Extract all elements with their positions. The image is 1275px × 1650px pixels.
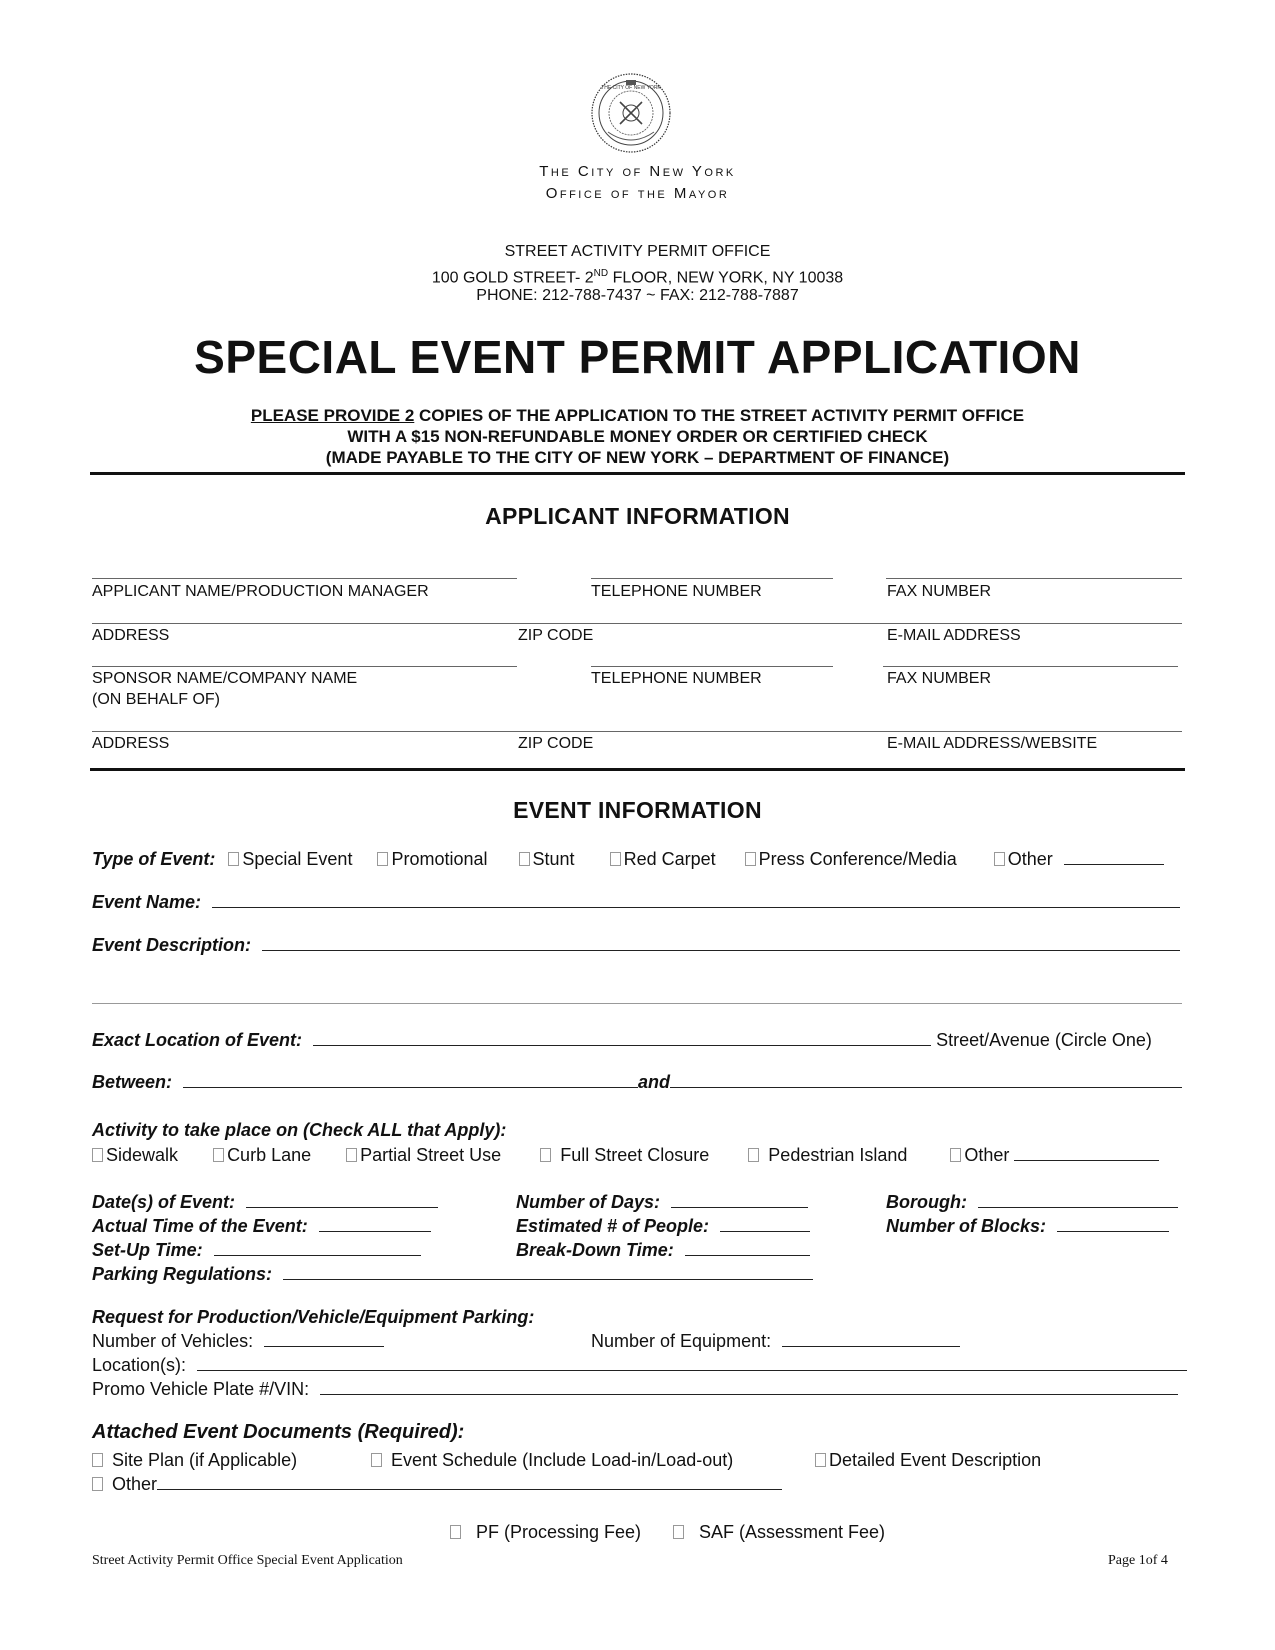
activity-partial-street[interactable] [346,1145,501,1165]
fee-assessment[interactable] [673,1522,885,1543]
borough-field[interactable] [978,1206,1178,1208]
vehicles-row [92,1331,384,1352]
event-heading: EVENT INFORMATION [513,797,762,823]
event-location-row [92,1030,1152,1051]
office-phone: PHONE: 212-788-7437 ~ FAX: 212-788-7887 [476,287,799,304]
checkbox-icon[interactable] [994,852,1005,866]
document-other-label: Other [112,1474,158,1494]
activity-sidewalk[interactable] [92,1145,178,1165]
document-description[interactable] [815,1450,1041,1471]
event-type-stunt[interactable] [519,849,575,869]
locations-row [92,1355,1187,1376]
time-label: Actual Time of the Event: [92,1216,308,1236]
document-other-field[interactable] [157,1488,782,1490]
activity-label: Activity to take place on (Check ALL that Apply): [92,1120,507,1140]
event-type-stunt-label: Stunt [532,849,575,869]
equipment-row [591,1331,960,1352]
sponsor-fax-label: FAX NUMBER [887,670,992,687]
plate-field[interactable] [320,1393,1178,1395]
time-field[interactable] [319,1230,431,1232]
checkbox-icon[interactable] [371,1453,382,1467]
sponsor-phone-label: TELEPHONE NUMBER [591,670,762,687]
applicant-email-label: E-MAIL ADDRESS [887,627,1021,644]
checkbox-icon[interactable] [92,1477,103,1491]
sponsor-name-field[interactable] [92,666,517,667]
event-name-field[interactable] [212,906,1180,908]
days-field[interactable] [671,1206,808,1208]
seal-lettering: THE CITY OF NEW YORK [601,85,661,91]
applicant-zip-label: ZIP CODE [518,627,594,644]
documents-label: Attached Event Documents (Required): [92,1421,465,1443]
sponsor-fax-field[interactable] [883,666,1178,667]
event-type-promotional-label: Promotional [391,849,488,869]
between-field-1[interactable] [183,1086,638,1088]
event-type-other-field[interactable] [1064,863,1164,865]
applicant-name-field[interactable] [92,578,517,579]
event-between-row [92,1072,1182,1093]
event-description-label: Event Description: [92,935,252,955]
activity-row [92,1145,1159,1166]
sponsor-zip-label: ZIP CODE [518,735,594,752]
setup-row [92,1240,421,1261]
event-type-label: Type of Event: [92,849,216,869]
page-number: Page 1of 4 [1108,1553,1168,1568]
plate-label: Promo Vehicle Plate #/VIN: [92,1379,310,1399]
applicant-fax-field[interactable] [886,578,1182,579]
blocks-label: Number of Blocks: [886,1216,1047,1236]
activity-pedestrian-island[interactable] [748,1145,907,1165]
dates-label: Date(s) of Event: [92,1192,236,1212]
checkbox-icon[interactable] [213,1148,224,1162]
event-location-field[interactable] [313,1044,931,1046]
event-location-suffix: Street/Avenue (Circle One) [936,1030,1152,1050]
event-name-row [92,892,1180,913]
dates-row [92,1192,438,1213]
borough-row [886,1192,1178,1213]
event-description-row [92,935,1180,956]
city-name: The City of New York [539,163,736,180]
parking-request-label: Request for Production/Vehicle/Equipment Parking: [92,1307,535,1327]
fee-processing[interactable] [450,1522,641,1543]
event-type-other-label: Other [1007,849,1053,869]
equipment-field[interactable] [782,1345,960,1347]
activity-sidewalk-label: Sidewalk [106,1145,179,1165]
document-schedule[interactable] [371,1450,733,1471]
checkbox-icon[interactable] [745,852,756,866]
applicant-heading: APPLICANT INFORMATION [485,503,790,529]
checkbox-icon[interactable] [519,852,530,866]
section-divider [90,768,1185,771]
people-field[interactable] [720,1230,810,1232]
parking-regulations-field[interactable] [283,1278,813,1280]
activity-other[interactable] [950,1145,1009,1165]
breakdown-label: Break-Down Time: [516,1240,674,1260]
checkbox-icon[interactable] [92,1453,103,1467]
office-address-pre: 100 GOLD STREET- 2 [431,269,594,287]
event-type-press[interactable] [745,849,957,869]
office-name: STREET ACTIVITY PERMIT OFFICE [504,243,771,260]
locations-field[interactable] [197,1369,1187,1371]
days-row [516,1192,808,1213]
setup-field[interactable] [214,1254,421,1256]
office-address-sup: ND [593,268,609,279]
event-location-label: Exact Location of Event: [92,1030,303,1050]
vehicles-label: Number of Vehicles: [92,1331,254,1351]
document-other[interactable] [92,1474,782,1495]
fee-assessment-label: SAF (Assessment Fee) [699,1522,886,1542]
section-divider [90,472,1185,475]
plate-row [92,1379,1178,1400]
event-type-promotional[interactable] [377,849,487,869]
time-row [92,1216,431,1237]
checkbox-icon[interactable] [228,852,239,866]
activity-other-label: Other [964,1145,1010,1165]
activity-full-closure-label: Full Street Closure [560,1145,710,1165]
setup-label: Set-Up Time: [92,1240,203,1260]
document-site-plan-label: Site Plan (if Applicable) [112,1450,298,1470]
mayor-office: Office of the Mayor [545,185,730,202]
days-label: Number of Days: [516,1192,661,1212]
equipment-label: Number of Equipment: [591,1331,772,1351]
city-seal [590,72,672,154]
instructions-underlined: PLEASE PROVIDE 2 [250,406,415,425]
checkbox-icon[interactable] [950,1148,961,1162]
applicant-fax-label: FAX NUMBER [887,583,992,600]
dates-field[interactable] [246,1206,438,1208]
parking-regulations-label: Parking Regulations: [92,1264,273,1284]
footer-title: Street Activity Permit Office Special Event Application [92,1553,403,1568]
sponsor-name-sublabel: (ON BEHALF OF) [92,691,221,708]
event-type-row [92,849,1164,870]
checkbox-icon[interactable] [815,1453,826,1467]
checkbox-icon[interactable] [540,1148,551,1162]
people-row [516,1216,810,1237]
activity-other-field[interactable] [1014,1159,1159,1161]
event-type-other[interactable] [994,849,1053,869]
event-type-red-carpet[interactable] [610,849,716,869]
checkbox-icon[interactable] [346,1148,357,1162]
event-type-special[interactable] [228,849,352,869]
activity-curb-lane-label: Curb Lane [227,1145,312,1165]
checkbox-icon[interactable] [673,1525,684,1539]
applicant-name-label: APPLICANT NAME/PRODUCTION MANAGER [92,583,429,600]
between-label: Between: [92,1072,173,1092]
event-name-label: Event Name: [92,892,202,912]
sponsor-phone-field[interactable] [591,666,833,667]
instructions-line-1 [0,405,1275,426]
locations-label: Location(s): [92,1355,187,1375]
fee-processing-label: PF (Processing Fee) [476,1522,642,1542]
vehicles-field[interactable] [264,1345,384,1347]
activity-curb-lane[interactable] [213,1145,311,1165]
checkbox-icon[interactable] [450,1525,461,1539]
event-type-red-carpet-label: Red Carpet [623,849,716,869]
event-type-press-label: Press Conference/Media [758,849,957,869]
sponsor-address-label: ADDRESS [92,735,170,752]
event-description-field-line2[interactable] [92,1003,1182,1004]
applicant-address-label: ADDRESS [92,627,170,644]
event-description-field[interactable] [262,949,1180,951]
document-site-plan[interactable] [92,1450,297,1471]
sponsor-email-label: E-MAIL ADDRESS/WEBSITE [887,735,1098,752]
breakdown-field[interactable] [685,1254,810,1256]
applicant-phone-label: TELEPHONE NUMBER [591,583,762,600]
activity-partial-street-label: Partial Street Use [360,1145,502,1165]
activity-full-closure[interactable] [540,1145,709,1165]
instructions-line-1-rest: COPIES OF THE APPLICATION TO THE STREET ACTIVITY PERMIT OFFICE [414,406,1025,425]
blocks-field[interactable] [1057,1230,1169,1232]
event-type-special-label: Special Event [242,849,353,869]
people-label: Estimated # of People: [516,1216,710,1236]
applicant-phone-field[interactable] [591,578,833,579]
sponsor-name-label: SPONSOR NAME/COMPANY NAME [92,670,358,687]
checkbox-icon[interactable] [92,1148,103,1162]
breakdown-row [516,1240,810,1261]
office-address-post: FLOOR, NEW YORK, NY 10038 [608,269,844,287]
checkbox-icon[interactable] [610,852,621,866]
activity-pedestrian-island-label: Pedestrian Island [768,1145,908,1165]
borough-label: Borough: [886,1192,967,1212]
between-field-2[interactable] [670,1086,1182,1088]
applicant-address-field[interactable] [92,623,1182,624]
document-description-label: Detailed Event Description [829,1450,1042,1470]
instructions-line-3: (MADE PAYABLE TO THE CITY OF NEW YORK – DEPARTMENT OF FINANCE) [325,448,950,467]
page-title: SPECIAL EVENT PERMIT APPLICATION [194,331,1081,383]
checkbox-icon[interactable] [748,1148,759,1162]
blocks-row [886,1216,1169,1237]
document-schedule-label: Event Schedule (Include Load-in/Load-out) [391,1450,734,1470]
instructions-line-2: WITH A $15 NON-REFUNDABLE MONEY ORDER OR CERTIFIED CHECK [347,427,928,446]
and-label: and [638,1072,671,1092]
parking-regulations-row [92,1264,813,1285]
checkbox-icon[interactable] [377,852,388,866]
sponsor-address-field[interactable] [92,731,1182,732]
